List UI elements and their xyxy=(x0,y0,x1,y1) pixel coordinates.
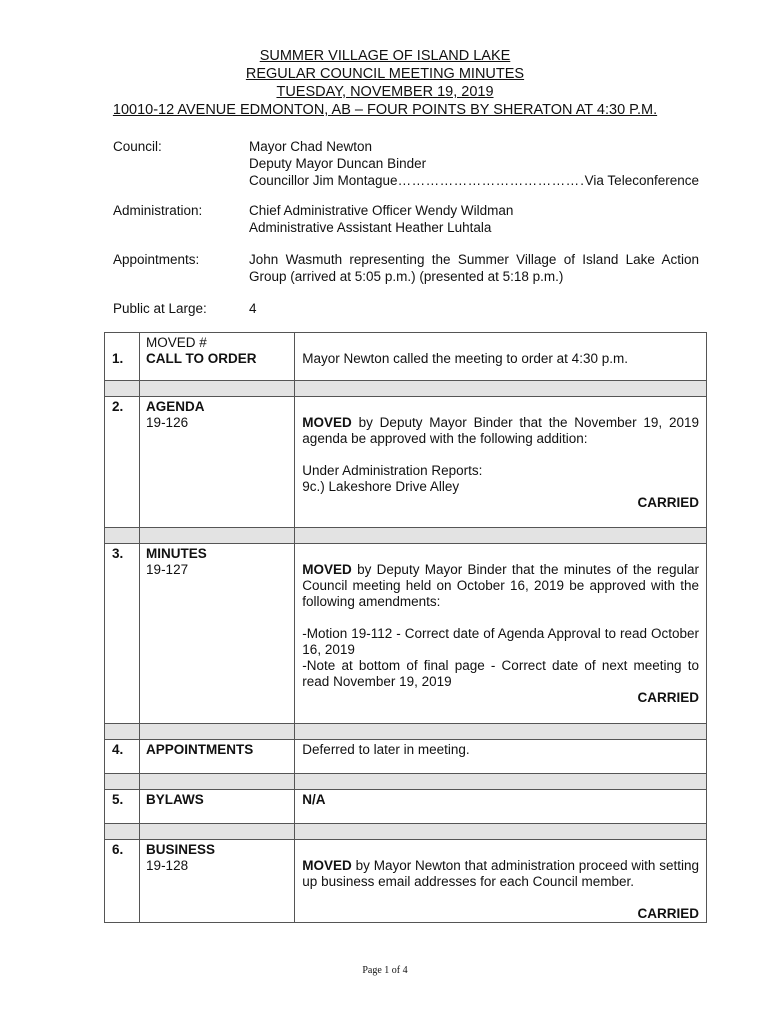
item-title: APPOINTMENTS xyxy=(146,742,254,757)
appointments-label: Appointments: xyxy=(113,252,200,267)
amendment-item: -Note at bottom of final page - Correct date of next meeting to read November 19, 2019 xyxy=(302,658,699,689)
page-number: Page 1 of 4 xyxy=(362,965,408,976)
motion-result: CARRIED xyxy=(637,495,699,510)
item-text: Deferred to later in meeting. xyxy=(302,742,470,757)
item-number: 6. xyxy=(112,842,124,857)
motion-number: 19-127 xyxy=(146,562,189,577)
admin-member: Administrative Assistant Heather Luhtala xyxy=(249,220,492,235)
motion-result: CARRIED xyxy=(637,906,699,921)
public-section xyxy=(113,300,703,318)
item-title: CALL TO ORDER xyxy=(146,351,257,366)
table-row xyxy=(105,840,707,923)
administration-section xyxy=(113,202,703,238)
council-member: Deputy Mayor Duncan Binder xyxy=(249,156,427,171)
separator-row xyxy=(105,528,707,544)
admin-member: Chief Administrative Officer Wendy Wildman xyxy=(249,203,514,218)
council-member: Mayor Chad Newton xyxy=(249,139,373,154)
table-row xyxy=(105,333,707,381)
motion-result: CARRIED xyxy=(637,690,699,705)
agenda-addition-item: 9c.) Lakeshore Drive Alley xyxy=(302,479,460,494)
administration-label: Administration: xyxy=(113,203,203,218)
council-section xyxy=(113,138,703,190)
separator-row xyxy=(105,381,707,397)
motion-number: 19-126 xyxy=(146,415,189,430)
item-text: Mayor Newton called the meeting to order at 4:30 p.m. xyxy=(302,351,628,366)
meeting-date: TUESDAY, NOVEMBER 19, 2019 xyxy=(276,84,494,100)
teleconference-note: Via Teleconference xyxy=(584,173,699,188)
village-name: SUMMER VILLAGE OF ISLAND LAKE xyxy=(259,48,511,64)
council-label: Council: xyxy=(113,139,162,154)
separator-row xyxy=(105,724,707,740)
agenda-addition-heading: Under Administration Reports: xyxy=(302,463,483,478)
item-title: AGENDA xyxy=(146,399,205,414)
moved-header: MOVED # xyxy=(146,335,207,350)
motion-number: 19-128 xyxy=(146,858,189,873)
table-row xyxy=(105,740,707,774)
meeting-title: REGULAR COUNCIL MEETING MINUTES xyxy=(245,66,525,82)
item-text: N/A xyxy=(302,792,326,807)
public-label: Public at Large: xyxy=(113,301,207,316)
appointments-text: John Wasmuth representing the Summer Village of Island Lake Action Group (arrived at 5:05 p.m.) (presented at 5:18 p.m.) xyxy=(249,252,699,284)
table-row xyxy=(105,544,707,724)
separator-row xyxy=(105,824,707,840)
item-number: 1. xyxy=(112,351,124,366)
item-number: 4. xyxy=(112,742,124,757)
council-member: Councillor Jim Montague ……………………………………………………………… Via Teleconference xyxy=(249,172,699,189)
item-number: 2. xyxy=(112,399,124,414)
table-row xyxy=(105,790,707,824)
motion-text: MOVED by Deputy Mayor Binder that the minutes of the regular Council meeting held on October 16, 2019 be approved with the following amendments: xyxy=(302,562,699,609)
amendment-item: -Motion 19-112 - Correct date of Agenda Approval to read October 16, 2019 xyxy=(302,626,699,657)
item-title: BYLAWS xyxy=(146,792,204,807)
item-title: BUSINESS xyxy=(146,842,216,857)
item-title: MINUTES xyxy=(146,546,207,561)
public-count: 4 xyxy=(249,301,257,316)
document-header xyxy=(0,47,770,119)
item-number: 3. xyxy=(112,546,124,561)
item-number: 5. xyxy=(112,792,124,807)
separator-row xyxy=(105,774,707,790)
motion-text: MOVED by Deputy Mayor Binder that the November 19, 2019 agenda be approved with the following addition: xyxy=(302,415,699,446)
meeting-location: 10010-12 AVENUE EDMONTON, AB – FOUR POINTS BY SHERATON AT 4:30 P.M. xyxy=(112,102,658,118)
dot-leader xyxy=(398,172,585,189)
minutes-table xyxy=(104,332,707,923)
appointments-section xyxy=(113,251,703,287)
table-row xyxy=(105,397,707,528)
motion-text: MOVED by Mayor Newton that administration proceed with setting up business email addresses for each Council member. xyxy=(302,858,699,889)
